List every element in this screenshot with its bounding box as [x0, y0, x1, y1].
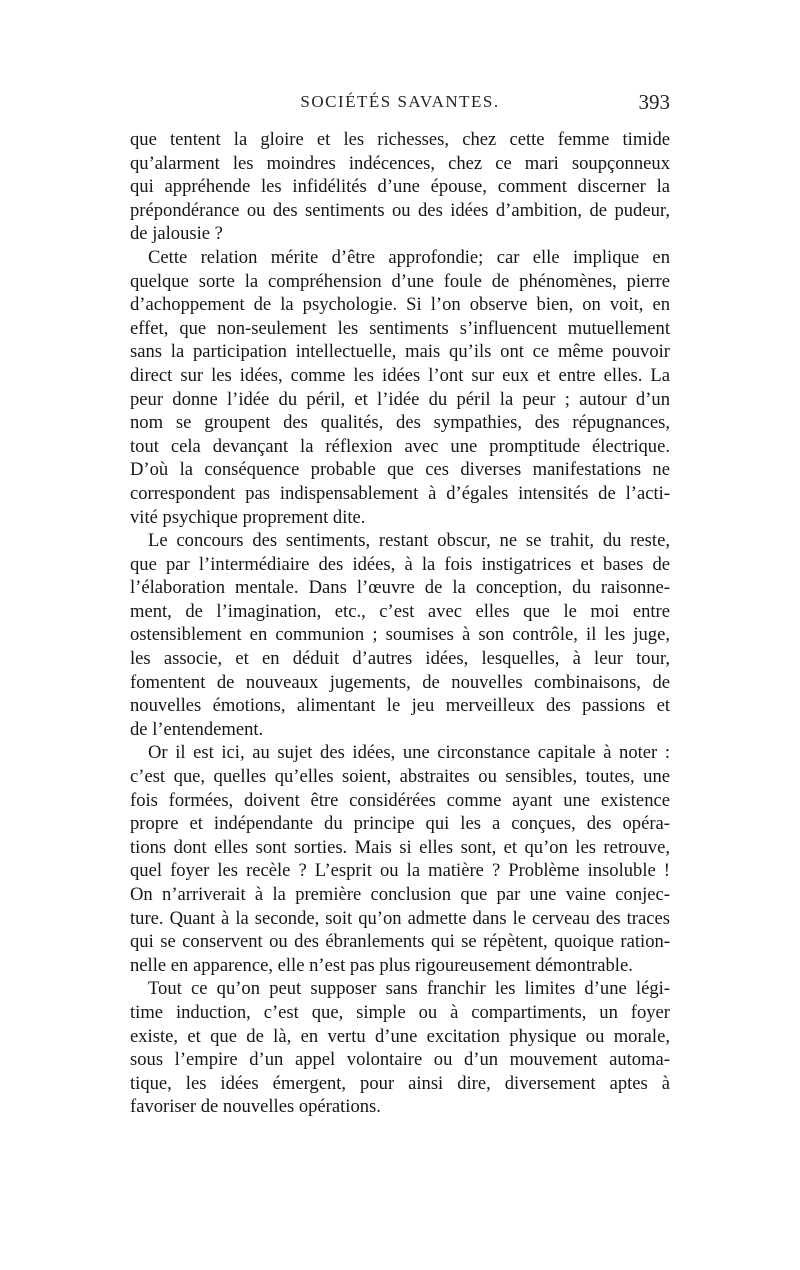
text-line: Tout ce qu’on peut supposer sans franchir les limites d’une légi- — [148, 978, 670, 1000]
text-line: On n’arriverait à la première conclusion que par une vaine conjec- — [130, 884, 670, 905]
text-line: propre et indépendante du principe qui les a conçues, des opéra- — [130, 813, 670, 835]
text-line: sans la participation intellectuelle, mais qu’ils ont ce même pouvoir — [130, 341, 670, 363]
text-line: qui se conservent ou des ébranlements qui se répètent, quoique ration- — [130, 931, 670, 953]
text-line: fois formées, doivent être considérées comme ayant une existence — [130, 789, 670, 811]
text-line: de l’entendement. — [130, 718, 264, 740]
text-line: tique, les idées émergent, pour ainsi dire, diversement aptes à — [130, 1072, 670, 1094]
running-title: SOCIÉTÉS SAVANTES. — [300, 92, 500, 111]
text-line: tout cela devançant la réflexion avec une promptitude électrique. — [130, 435, 670, 457]
text-line: correspondent pas indispensablement à d’égales intensités de l’acti- — [130, 482, 670, 504]
paragraph — [130, 977, 670, 1119]
body-text — [130, 128, 670, 1119]
text-line: fomentent de nouveaux jugements, de nouvelles combinaisons, de — [130, 671, 670, 693]
text-line: quel foyer les recèle ? L’esprit ou la matière ? Problème insoluble ! — [130, 860, 670, 882]
text-line: ostensiblement en communion ; soumises à son contrôle, il les juge, — [130, 624, 670, 646]
text-line: c’est que, quelles qu’elles soient, abstraites ou sensibles, toutes, une — [130, 766, 670, 788]
text-line: effet, que non-seulement les sentiments s’influencent mutuellement — [130, 317, 670, 339]
text-line: direct sur les idées, comme les idées l’ont sur eux et entre elles. La — [130, 364, 670, 386]
text-line: sous l’empire d’un appel volontaire ou d’un mouvement automa- — [130, 1049, 670, 1071]
text-line: que par l’intermédiaire des idées, à la fois instigatrices et bases de — [130, 553, 670, 575]
text-line: les associe, et en déduit d’autres idées, lesquelles, à leur tour, — [130, 648, 670, 670]
paragraph — [130, 741, 670, 977]
paragraph — [130, 529, 670, 741]
text-line: D’où la conséquence probable que ces diverses manifestations ne — [130, 459, 670, 481]
text-line: l’élaboration mentale. Dans l’œuvre de la conception, du raisonne- — [130, 577, 670, 599]
text-line: d’achoppement de la psychologie. Si l’on observe bien, on voit, en — [130, 294, 670, 316]
text-line: de jalousie ? — [130, 223, 223, 245]
page-number: 393 — [638, 90, 670, 114]
text-line: quelque sorte la compréhension d’une foule de phénomènes, pierre — [130, 270, 670, 292]
text-line: ment, de l’imagination, etc., c’est avec elles que le moi entre — [130, 600, 670, 622]
text-line: que tentent la gloire et les richesses, chez cette femme timide — [130, 129, 670, 150]
text-line: time induction, c’est que, simple ou à compartiments, un foyer — [130, 1001, 670, 1023]
text-line: nelle en apparence, elle n’est pas plus rigoureusement démontrable. — [130, 954, 633, 976]
paragraph — [130, 128, 670, 246]
text-line: qu’alarment les moindres indécences, chez ce mari soupçonneux — [130, 152, 670, 174]
text-line: favoriser de nouvelles opérations. — [130, 1096, 381, 1118]
text-line: Cette relation mérite d’être approfondie; car elle implique en — [148, 246, 670, 268]
text-line: vité psychique proprement dite. — [130, 506, 366, 528]
page-header — [130, 92, 670, 118]
text-line: nouvelles émotions, alimentant le jeu merveilleux des passions et — [130, 695, 670, 717]
text-line: prépondérance ou des sentiments ou des idées d’ambition, de pudeur, — [130, 199, 670, 221]
text-line: existe, et que de là, en vertu d’une excitation physique ou morale, — [130, 1025, 670, 1047]
text-line: Or il est ici, au sujet des idées, une circonstance capitale à noter : — [148, 742, 670, 764]
text-line: Le concours des sentiments, restant obscur, ne se trahit, du reste, — [148, 530, 670, 552]
text-line: tions dont elles sont sorties. Mais si elles sont, et qu’on les retrouve, — [130, 836, 670, 858]
text-line: nom se groupent des qualités, des sympathies, des répugnances, — [130, 412, 670, 434]
text-line: qui appréhende les infidélités d’une épouse, comment discerner la — [130, 176, 670, 198]
paragraph — [130, 246, 670, 529]
text-line: peur donne l’idée du péril, et l’idée du péril la peur ; autour d’un — [130, 388, 670, 410]
text-line: ture. Quant à la seconde, soit qu’on admette dans le cerveau des traces — [130, 907, 670, 929]
